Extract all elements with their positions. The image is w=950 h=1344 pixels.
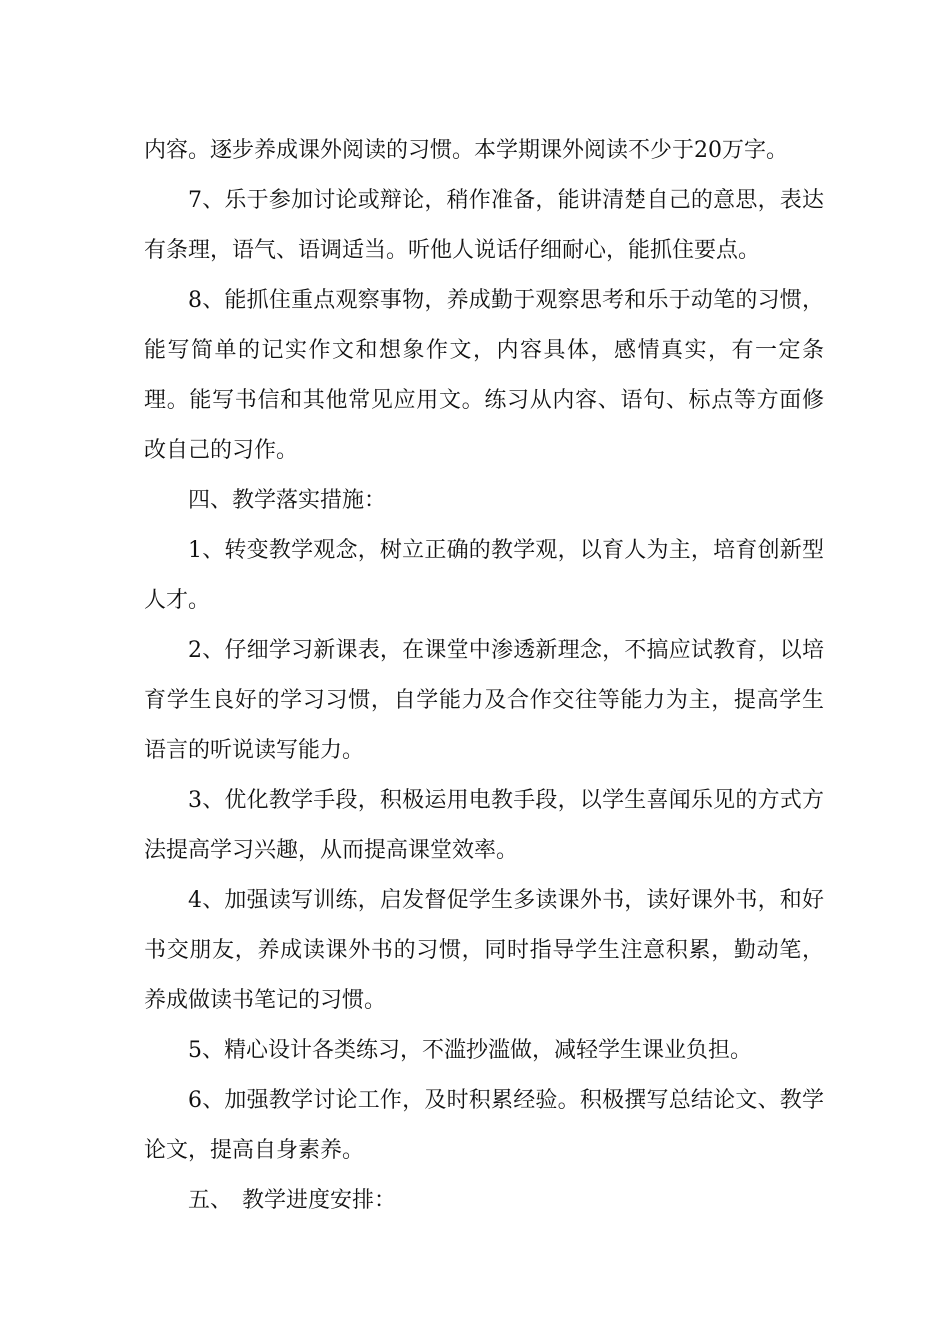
measure-item-5: 5、精心设计各类练习，不滥抄滥做，减轻学生课业负担。 (188, 1038, 752, 1063)
document-body (144, 126, 824, 1226)
paragraph-item-8: 8、能抓住重点观察事物，养成勤于观察思考和乐于动笔的习惯，能写简单的记实作文和想象作文，内容具体，感情真实，有一定条理。能写书信和其他常见应用文。练习从内容、语句、标点等方面修改自己的习作。 (144, 288, 824, 463)
measure-item-6: 6、加强教学讨论工作，及时积累经验。积极撰写总结论文、教学论文，提高自身素养。 (144, 1088, 824, 1163)
paragraph-item-7: 7、乐于参加讨论或辩论，稍作准备，能讲清楚自己的意思，表达有条理，语气、语调适当。听他人说话仔细耐心，能抓住要点。 (144, 188, 824, 263)
measure-item-4: 4、加强读写训练，启发督促学生多读课外书，读好课外书，和好书交朋友，养成读课外书的习惯，同时指导学生注意积累，勤动笔，养成做读书笔记的习惯。 (144, 888, 824, 1013)
paragraph-continued: 内容。逐步养成课外阅读的习惯。本学期课外阅读不少于20万字。 (144, 138, 788, 163)
measure-item-3: 3、优化教学手段，积极运用电教手段，以学生喜闻乐见的方式方法提高学习兴趣，从而提高课堂效率。 (144, 788, 824, 863)
section-5-number: 五、 (188, 1188, 233, 1213)
section-heading-4: 四、教学落实措施： (188, 488, 387, 513)
section-heading-5 (144, 1176, 824, 1226)
measure-item-1: 1、转变教学观念，树立正确的教学观，以育人为主，培育创新型人才。 (144, 538, 824, 613)
measure-item-2: 2、仔细学习新课表，在课堂中渗透新理念，不搞应试教育，以培育学生良好的学习习惯，自学能力及合作交往等能力为主，提高学生语言的听说读写能力。 (144, 638, 824, 763)
section-5-title: 教学进度安排： (242, 1188, 397, 1213)
